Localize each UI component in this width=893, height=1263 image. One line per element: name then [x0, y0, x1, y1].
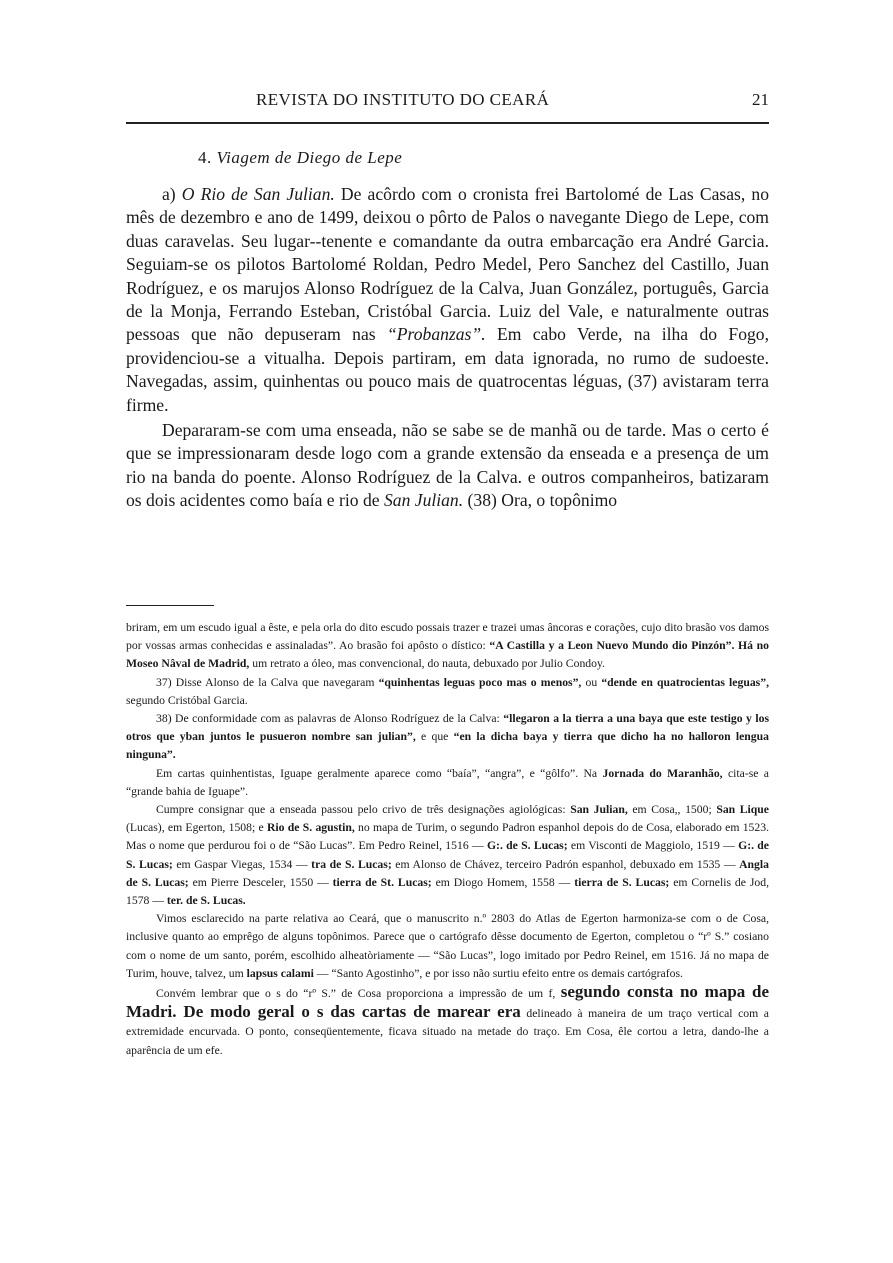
fn-text: Vimos esclarecido na parte relativa ao Ceará, que o manuscrito n.º 2803 do Atlas de Egerton harmoniza-se com o de Cosa, inclusive quanto ao emprêgo de alguns topônimos. Parece que o cartógrafo dêsse documento de Egerton, completou o “rº S.” cosiano com o nome de um santo, porém, escolhido alheatòriamente — “São Lucas”, logo imitado por Pedro Reinel, em 1516. Já no mapa de Turim, houve, talvez, um — [126, 912, 769, 980]
fn-text: Convém lembrar que o s do “rº S.” de Cosa proporciona a impressão de um f, — [156, 987, 561, 1001]
fn-text: ou — [581, 675, 602, 689]
section-heading — [198, 148, 402, 168]
footnote-38 — [126, 710, 769, 765]
body-text — [126, 183, 769, 513]
fn-text: em Alonso de Chávez, terceiro Padrón espanhol, debuxado em 1535 — — [391, 857, 740, 871]
fn-text: Cumpre consignar que a enseada passou pelo crivo de três designações agiológicas: — [156, 803, 571, 817]
paragraph-1 — [126, 183, 769, 417]
fn-text: 37) Disse Alonso de la Calva que navegaram — [156, 675, 379, 689]
footnote-37 — [126, 674, 769, 710]
fn-bold: G:. de S. Lucas; — [126, 839, 769, 871]
footnote-rule — [126, 605, 214, 606]
fn-bold: Jornada do Maranhão, — [602, 766, 723, 780]
paragraph-2-text-a: Depararam-se com uma enseada, não se sabe se de manhã ou de tarde. Mas o certo é que se impressionaram desde logo com a grande extensão da enseada e a presença de um rio na banda do poente. Alonso Rodríguez de la Calva. e outros companheiros, batizaram os dois acidentes como baía e rio de — [126, 420, 769, 511]
fn-quote: “en la dicha baya y tierra que dicho ha no halloron lengua ninguna”. — [126, 730, 769, 762]
fn-text: em Visconti de Maggiolo, 1519 — — [567, 839, 739, 853]
fn-bold: lapsus calami — [246, 966, 314, 980]
fn-text: Em cartas quinhentistas, Iguape geralmente aparece como “baía”, “angra”, e “gôlfo”. Na — [156, 766, 603, 780]
running-header — [126, 90, 769, 114]
fn-motto: “A Castilla y a Leon Nuevo Mundo dio Pinzón”. — [489, 639, 735, 653]
fn-bold: Angla de S. Lucas; — [126, 857, 769, 889]
fn-text: 38) De conformidade com as palavras de Alonso Rodríguez de la Calva: — [156, 712, 504, 726]
fn-text: no mapa de Turim, o segundo Padron espanhol depois do de Cosa, elaborado em 1523. Mas o nome que perdurou foi o de “São Lucas”. Em Pedro Reinel, 1516 — — [126, 821, 769, 853]
fn-bold: G:. de S. Lucas; — [486, 839, 568, 853]
fn-text: e que — [415, 730, 454, 744]
fn-bold: ter. de S. Lucas. — [166, 894, 246, 908]
fn-bold: San Julian, — [570, 803, 628, 817]
fn-bold: Rio de S. agustin, — [266, 821, 355, 835]
fn-text: cita-se a “grande bahia de Iguape”. — [126, 766, 769, 798]
footnote-38-egerton — [126, 910, 769, 983]
subsection-label: a) — [162, 184, 176, 204]
fn-bold: San Lique — [716, 803, 769, 817]
paragraph-1-text-b: Em cabo Verde, na ilha do Fogo, providenciou-se a vitualha. Depois partiram, em data ignorada, no rumo de sudoeste. Navegadas, assim, quinhentas ou pouco mais de quatrocentas léguas, (37) avistaram terra firme. — [126, 324, 769, 415]
footnote-continuation — [126, 619, 769, 674]
footnotes — [126, 619, 769, 1060]
fn-museum: Há no Moseo Nâval de Madrid, — [126, 639, 769, 671]
fn-bold: tierra de St. Lucas; — [332, 875, 432, 889]
subsection-title: O Rio de San Julian. — [181, 184, 335, 204]
fn-text: em Cosa,, 1500; — [627, 803, 717, 817]
footnote-38-iguape — [126, 765, 769, 801]
fn-bold: tierra de S. Lucas; — [574, 875, 670, 889]
fn-text: em Cornelis de Jod, 1578 — — [126, 875, 769, 908]
fn-text: delineado à maneira de um traço vertical com a extremidade encurvada. O ponto, conseqüentemente, ficava situado na metade do traço. Em Cosa, êle cortou a letra, dando-lhe a aparência de um efe. — [126, 1007, 769, 1057]
footnote-38-designations — [126, 801, 769, 910]
fn-quote: “dende en quatrocientas leguas”, — [601, 675, 769, 689]
fn-bold: tra de S. Lucas; — [311, 857, 392, 871]
fn-text: segundo Cristóbal Garcia. — [126, 693, 248, 707]
header-rule — [126, 122, 769, 124]
fn-large-text: segundo consta no mapa de Madri. De modo geral o s das cartas de marear era — [126, 982, 769, 1022]
journal-title: REVISTA DO INSTITUTO DO CEARÁ — [256, 90, 550, 109]
fn-text: (Lucas), em Egerton, 1508; e — [126, 821, 267, 835]
fn-text: em Gaspar Viegas, 1534 — — [172, 857, 312, 871]
fn-quote: “quinhentas leguas poco mas o menos”, — [378, 675, 582, 689]
fn-text: em Pierre Desceler, 1550 — — [188, 875, 333, 889]
fn-quote: “llegaron a la tierra a una baya que este testigo y los otros que yban juntos le pusueron nombre san julian”, — [126, 712, 769, 744]
fn-text: em Diogo Homem, 1558 — — [431, 875, 575, 889]
fn-text: briram, em um escudo igual a êste, e pela orla do dito escudo possais trazer e trazei umas âncoras e corações, cujo dito brasão vos damos por vossas armas conhecidas e assinaladas”. Ao brasão foi apôsto o dístico: — [126, 621, 769, 653]
section-title: Viagem de Diego de Lepe — [216, 148, 403, 167]
page-number: 21 — [752, 90, 769, 109]
fn-text: — “Santo Agostinho”, e por isso não surtiu efeito entre os demais cartógrafos. — [313, 966, 683, 980]
paragraph-2-text-b: (38) Ora, o topônimo — [463, 490, 618, 511]
probanzas-term: “Probanzas”. — [387, 324, 486, 345]
fn-text: um retrato a óleo, mas convencional, do nauta, debuxado por Julio Condoy. — [249, 657, 605, 671]
san-julian-term: San Julian. — [383, 490, 464, 511]
paragraph-1-text-a: De acôrdo com o cronista frei Bartolomé de Las Casas, no mês de dezembro e ano de 1499, deixou o pôrto de Palos o navegante Diego de Lepe, com duas caravelas. Seu lugar--tenente e comandante da outra embarcação era André Garcia. Seguiam-se os pilotos Bartolomé Roldan, Pedro Medel, Pero Sanchez del Castillo, Juan Rodríguez, e os marujos Alonso Rodríguez de la Calva, Juan González, português, Garcia de la Monja, Ferrando Esteban, Cristóbal Garcia. Luiz del Vale, e naturalmente outras pessoas que não depuseram nas — [126, 184, 769, 345]
footnote-38-letter-s — [126, 983, 769, 1060]
section-number: 4. — [198, 148, 212, 167]
paragraph-2 — [126, 419, 769, 513]
